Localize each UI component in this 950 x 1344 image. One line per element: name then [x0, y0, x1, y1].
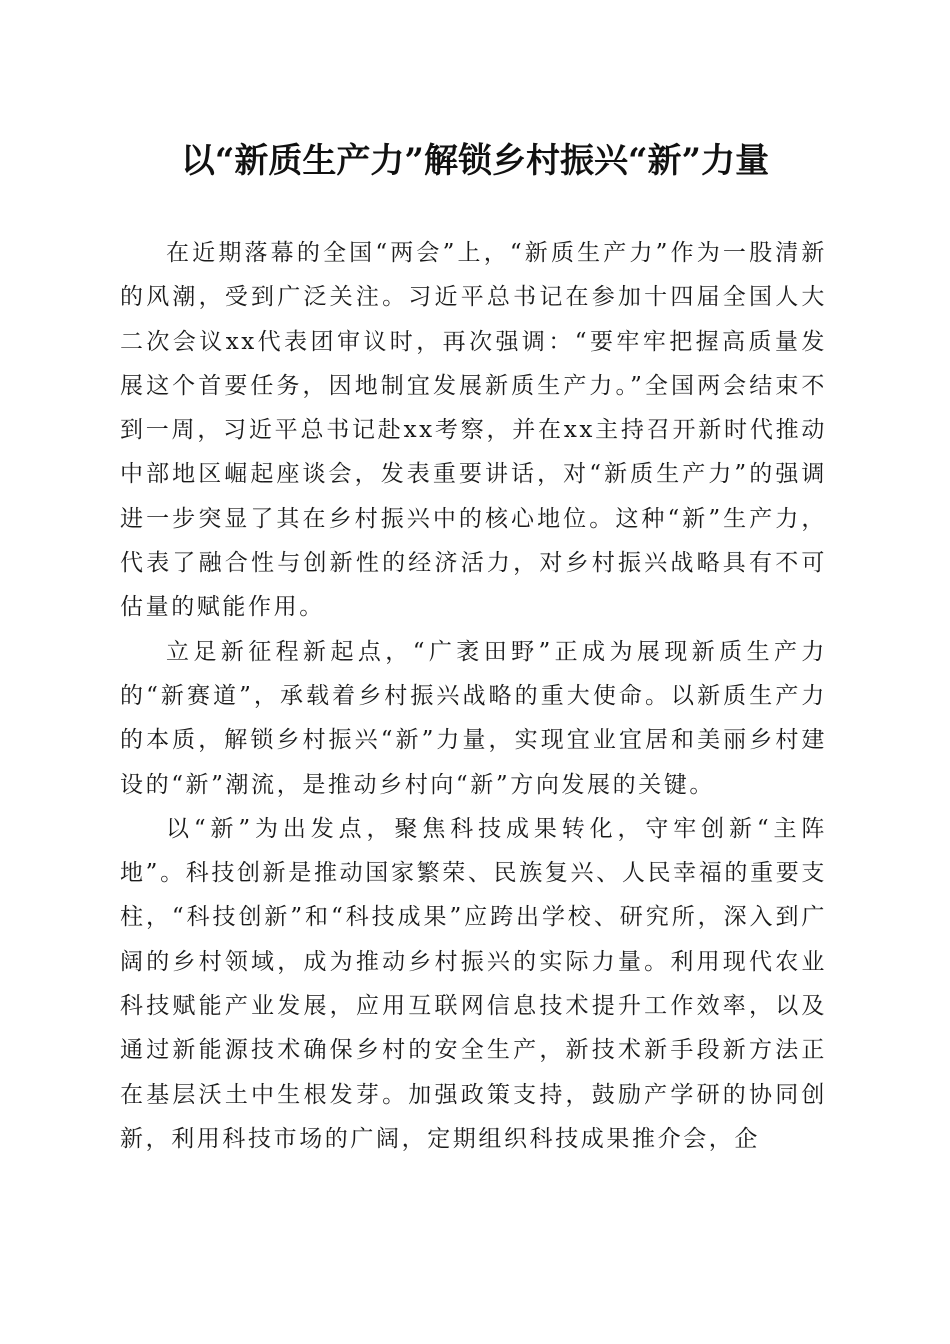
paragraph-1: 在近期落幕的全国“两会”上，“新质生产力”作为一股清新的风潮，受到广泛关注。习近平总书记在参加十四届全国人大二次会议xx代表团审议时，再次强调：“要牢牢把握高质量发展这个首要任务，因地制宜发展新质生产力。”全国两会结束不到一周，习近平总书记赴xx考察，并在xx主持召开新时代推动中部地区崛起座谈会，发表重要讲话，对“新质生产力”的强调进一步突显了其在乡村振兴中的核心地位。这种“新”生产力，代表了融合性与创新性的经济活力，对乡村振兴战略具有不可估量的赋能作用。 — [120, 240, 827, 621]
document-body — [120, 231, 827, 1161]
document-title: 以“新质生产力”解锁乡村振兴“新”力量 — [180, 141, 770, 181]
paragraph-2: 立足新征程新起点，“广袤田野”正成为展现新质生产力的“新赛道”，承载着乡村振兴战略的重大使命。以新质生产力的本质，解锁乡村振兴“新”力量，实现宜业宜居和美丽乡村建设的“新”潮流，是推动乡村向“新”方向发展的关键。 — [120, 638, 827, 798]
paragraph-3: 以“新”为出发点，聚焦科技成果转化，守牢创新“主阵地”。科技创新是推动国家繁荣、民族复兴、人民幸福的重要支柱，“科技创新”和“科技成果”应跨出学校、研究所，深入到广阔的乡村领域，成为推动乡村振兴的实际力量。利用现代农业科技赋能产业发展，应用互联网信息技术提升工作效率，以及通过新能源技术确保乡村的安全生产，新技术新手段新方法正在基层沃土中生根发芽。加强政策支持，鼓励产学研的协同创新，利用科技市场的广阔，定期组织科技成果推介会，企 — [120, 815, 827, 1152]
